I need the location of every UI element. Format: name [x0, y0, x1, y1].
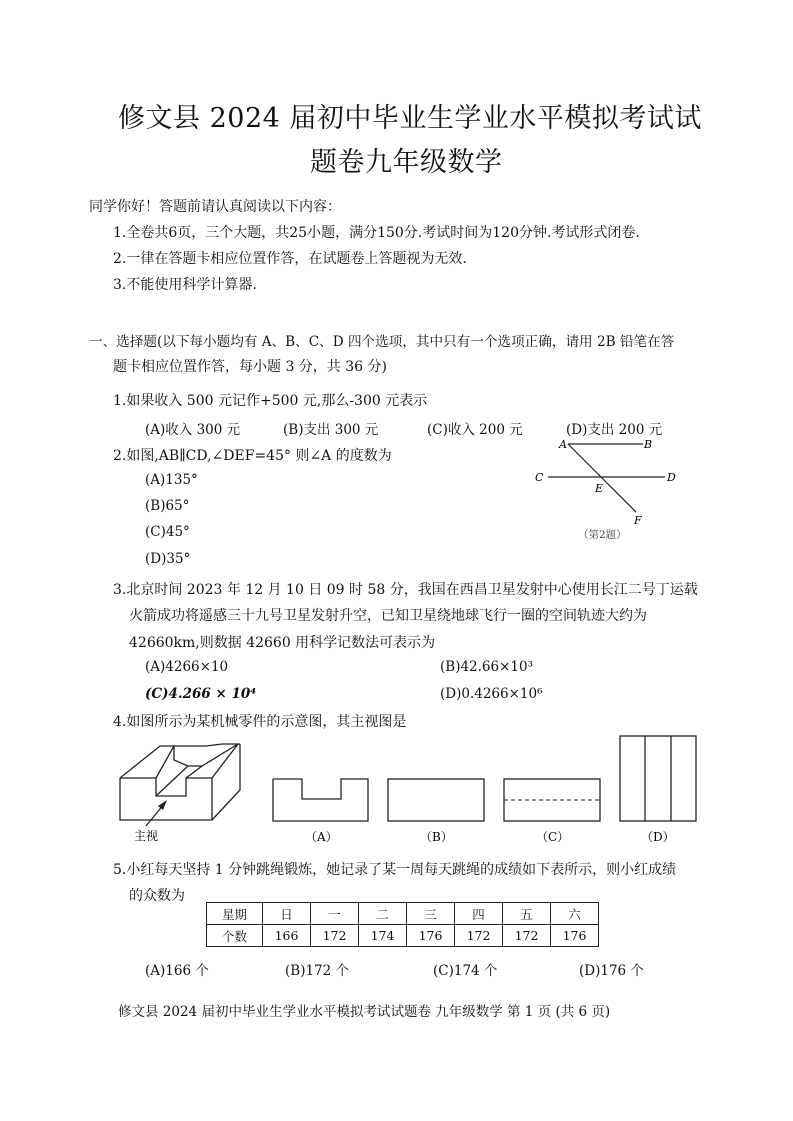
q3-stem-line2: 火箭成功将遥感三十九号卫星发射升空，已知卫星绕地球飞行一圈的空间轨迹大约为	[129, 608, 647, 624]
label-b: B	[644, 438, 653, 451]
q5-option-c: (C)174 个	[433, 963, 498, 979]
q5-option-a: (A)166 个	[145, 963, 209, 979]
q2-stem: 2.如图,AB∥CD,∠DEF=45° 则∠A 的度数为	[113, 448, 392, 464]
table-cell: 一	[311, 903, 359, 925]
table-cell: 174	[359, 925, 407, 947]
table-cell: 176	[407, 925, 455, 947]
q4-option-d: （D）	[641, 830, 675, 844]
q4-option-c: （C）	[536, 830, 570, 844]
q3-stem-line3: 42660km,则数据 42660 用科学记数法可表示为	[129, 635, 436, 651]
q2-option-d: (D)35°	[145, 551, 191, 567]
table-cell: 三	[407, 903, 455, 925]
notice-item-1: 1.全卷共6页，三个大题，共25小题，满分150分.考试时间为120分钟.考试形式闭卷.	[113, 225, 640, 241]
table-cell: 176	[551, 925, 599, 947]
section-heading-line1: 一、选择题(以下每小题均有 A、B、C、D 四个选项，其中只有一个选项正确，请用 2B 铅笔在答	[89, 334, 675, 350]
notice-item-3: 3.不能使用科学计算器.	[113, 277, 257, 293]
q4-option-b: （B）	[420, 830, 453, 844]
q4-options-figures	[270, 733, 710, 851]
table-cell: 星期	[207, 903, 263, 925]
q4-figure-b	[388, 779, 484, 821]
q4-stem: 4.如图所示为某机械零件的示意图，其主视图是	[113, 714, 407, 730]
label-f: F	[634, 514, 642, 527]
q1-option-d: (D)支出 200 元	[566, 422, 663, 438]
table-cell: 166	[263, 925, 311, 947]
table-cell: 172	[311, 925, 359, 947]
q4-option-a: （A）	[305, 830, 338, 844]
q3-stem-line1: 3.北京时间 2023 年 12 月 10 日 09 时 58 分，我国在西昌卫星发射中心使用长江二号丁运载	[113, 582, 698, 598]
label-d: D	[667, 471, 676, 484]
page-title-line2: 题卷九年级数学	[310, 147, 503, 178]
q5-option-b: (B)172 个	[285, 963, 350, 979]
score-table	[206, 902, 599, 947]
table-cell: 五	[503, 903, 551, 925]
q4-figure-label: 主视	[134, 829, 159, 843]
q1-option-b: (B)支出 300 元	[283, 422, 379, 438]
notice-item-2: 2.一律在答题卡相应位置作答，在试题卷上答题视为无效.	[113, 251, 467, 267]
q3-option-c: (C)4.266 × 10⁴	[145, 686, 257, 702]
table-cell: 日	[263, 903, 311, 925]
q5-option-d: (D)176 个	[579, 963, 644, 979]
page-title-line1: 修文县 2024 届初中毕业生学业水平模拟考试试	[118, 103, 702, 134]
q2-option-c: (C)45°	[145, 524, 190, 540]
q2-figure	[530, 433, 690, 548]
page-footer: 修文县 2024 届初中毕业生学业水平模拟考试试题卷 九年级数学 第 1 页 (共 6 页)	[118, 1004, 611, 1020]
label-e: E	[595, 482, 604, 495]
table-row	[207, 903, 599, 925]
label-a: A	[559, 438, 567, 451]
section-heading-line2: 题卡相应位置作答，每小题 3 分，共 36 分)	[113, 359, 387, 375]
q3-option-b: (B)42.66×10³	[440, 659, 534, 675]
table-cell: 六	[551, 903, 599, 925]
q2-option-a: (A)135°	[145, 472, 198, 488]
q5-stem-line2: 的众数为	[129, 888, 185, 904]
table-cell: 172	[455, 925, 503, 947]
table-row	[207, 925, 599, 947]
q4-figure-a	[273, 779, 368, 821]
line-af	[568, 444, 636, 512]
notice-intro: 同学你好！答题前请认真阅读以下内容：	[89, 199, 341, 215]
q4-figure-d	[620, 736, 696, 821]
q3-option-d: (D)0.4266×10⁶	[440, 686, 543, 702]
q1-option-c: (C)收入 200 元	[427, 422, 523, 438]
q3-option-a: (A)4266×10	[145, 659, 229, 675]
q2-option-b: (B)65°	[145, 498, 190, 514]
q1-stem: 1.如果收入 500 元记作+500 元,那么-300 元表示	[113, 393, 428, 409]
q4-part-figure	[112, 738, 262, 843]
q5-stem-line1: 5.小红每天坚持 1 分钟跳绳锻炼，她记录了某一周每天跳绳的成绩如下表所示，则小红成绩	[113, 862, 677, 878]
table-cell: 二	[359, 903, 407, 925]
table-cell: 个数	[207, 925, 263, 947]
label-c: C	[535, 471, 544, 484]
table-cell: 172	[503, 925, 551, 947]
q2-figure-caption: （第2题）	[578, 529, 627, 541]
table-cell: 四	[455, 903, 503, 925]
q1-option-a: (A)收入 300 元	[145, 422, 241, 438]
